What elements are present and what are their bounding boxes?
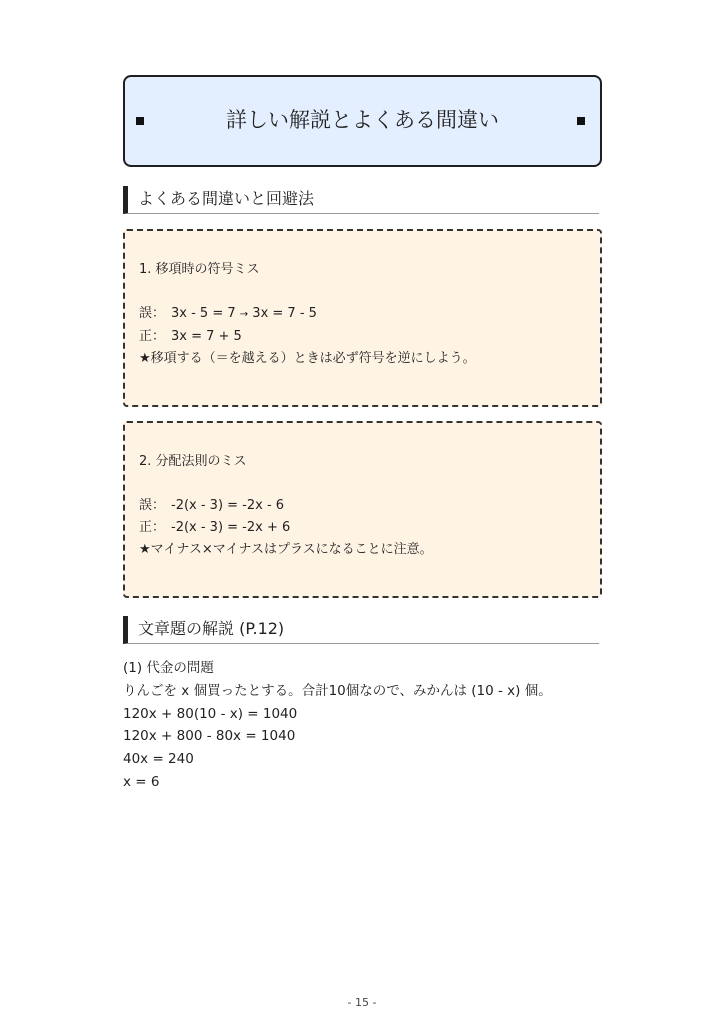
correct-equation: -2(x - 3) = -2x + 6 bbox=[171, 520, 291, 535]
mistake-tip: ★移項する（＝を越える）ときは必ず符号を逆にしよう。 bbox=[139, 351, 476, 366]
mistake-card-sign-error bbox=[123, 229, 602, 407]
correct-label: 正： bbox=[139, 520, 166, 535]
square-bullet-icon bbox=[577, 117, 585, 125]
page-number: - 15 - bbox=[347, 996, 377, 1009]
solution-line: 120x + 80(10 - x) = 1040 bbox=[123, 705, 298, 722]
wrong-right: 3x = 7 - 5 bbox=[252, 306, 317, 321]
wrong-equation: -2(x - 3) = -2x - 6 bbox=[171, 498, 285, 513]
correct-label: 正： bbox=[139, 329, 166, 344]
page-title: 詳しい解説とよくある間違い bbox=[226, 108, 499, 132]
mistake-tip: ★マイナス×マイナスはプラスになることに注意。 bbox=[139, 542, 433, 557]
arrow-right-icon: → bbox=[239, 309, 249, 320]
correct-example bbox=[139, 326, 586, 348]
wrong-example bbox=[139, 495, 586, 517]
mistake-card-distributive-error bbox=[123, 421, 602, 598]
wrong-left: 3x - 5 = 7 bbox=[171, 306, 236, 321]
section-heading-word-problems: 文章題の解説 (P.12) bbox=[123, 616, 599, 644]
mistake-title: 1. 移項時の符号ミス bbox=[139, 262, 260, 277]
correct-example bbox=[139, 517, 586, 539]
section-heading-common-mistakes: よくある間違いと回避法 bbox=[123, 186, 599, 214]
solution-line: (1) 代金の問題 bbox=[123, 660, 214, 676]
wrong-label: 誤： bbox=[139, 306, 166, 321]
word-problem-solution bbox=[123, 657, 602, 794]
title-box bbox=[123, 75, 602, 167]
correct-equation: 3x = 7 + 5 bbox=[171, 329, 242, 344]
wrong-label: 誤： bbox=[139, 498, 166, 513]
solution-line: りんごを x 個買ったとする。合計10個なので、みかんは (10 - x) 個。 bbox=[123, 682, 552, 699]
solution-line: 40x = 240 bbox=[123, 751, 194, 768]
solution-line: x = 6 bbox=[123, 773, 160, 790]
mistake-title: 2. 分配法則のミス bbox=[139, 454, 247, 469]
solution-line: 120x + 800 - 80x = 1040 bbox=[123, 728, 296, 745]
wrong-example bbox=[139, 303, 586, 326]
